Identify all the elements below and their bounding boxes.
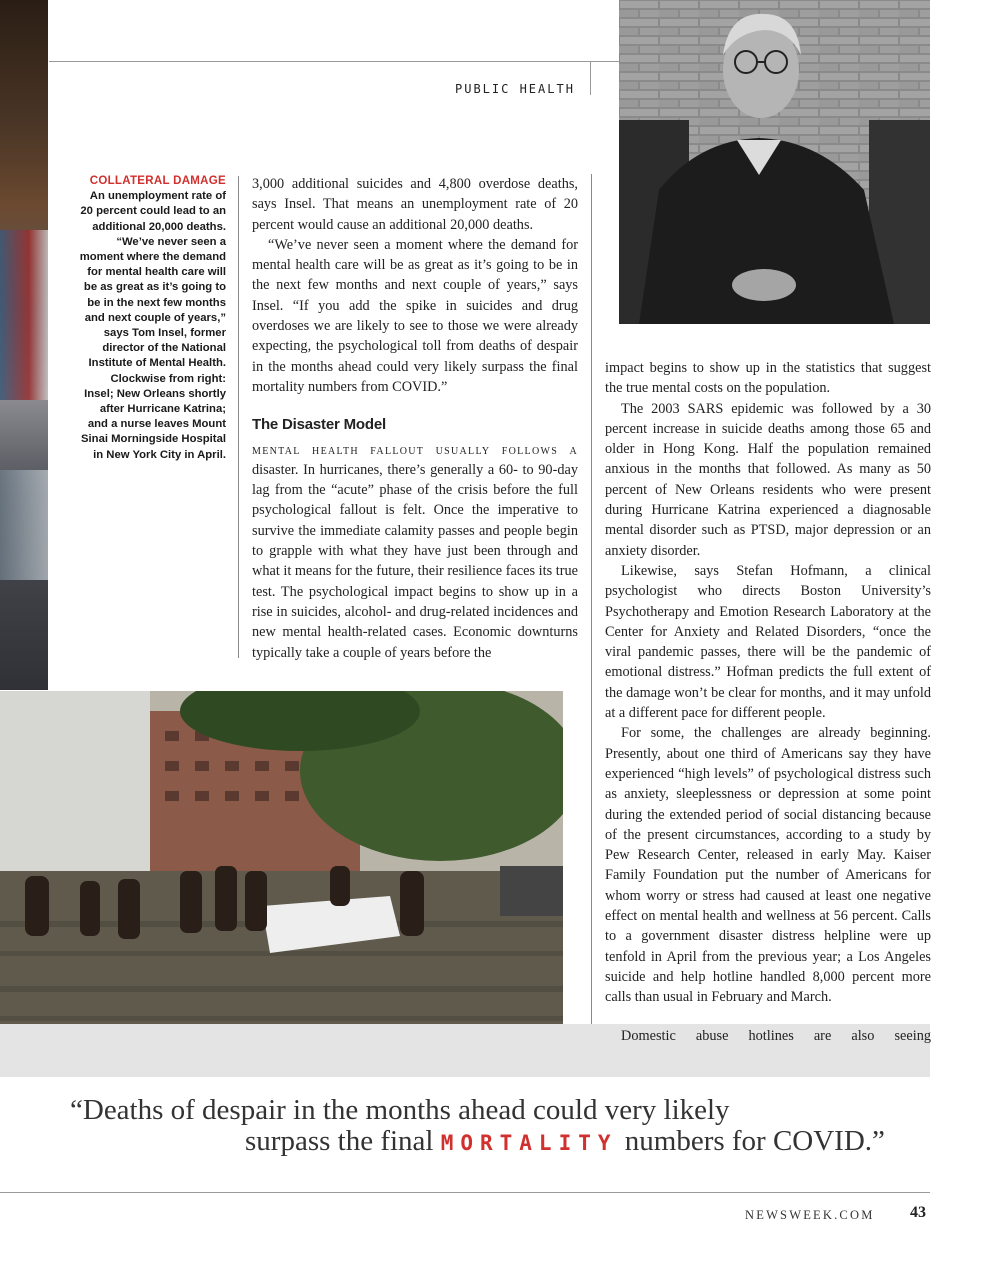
photo-new-orleans-flood [0,691,563,1043]
paragraph: Domestic abuse hotlines are also seeing [621,1028,931,1044]
paragraph: 3,000 additional suicides and 4,800 overdose deaths, says Insel. That means an unemployment rate of 20 percent would cause an additional 20,000 deaths. [252,176,578,233]
paragraph: Likewise, says Stefan Hofmann, a clinical psychologist who directs Boston University’s Psychotherapy and Emotion Research Laboratory at the Center for Anxiety and Related Disorders, “once the viral pandemic passes, there will be the pandemic of emotional distress.” Hofman predicts the full extent of the damage won’t be clear for months, and it may unfold at a different pace for different people. [605,562,931,722]
header-rule [49,61,619,62]
pull-quote-text: surpass the final [245,1125,441,1157]
pull-quote-text: numbers for COVID.” [617,1125,885,1157]
caption-text: An unemployment rate of 20 percent could lead to an additional 20,000 deaths. “We’ve never seen a moment where the demand for mental health care will be as great as it’s going to be in the next few months and next couple of years,” says Tom Insel, former director of the National Institute of Mental Health. Clockwise from right: Insel; New Orleans shortly after Hurricane Katrina; and a nurse leaves Mount Sinai Morningside Hospital in New York City in April. [79,190,226,461]
photo-tom-insel [619,0,930,324]
footer-rule [0,1192,930,1193]
pull-quote-highlight: MORTALITY [440,1131,618,1155]
paragraph [252,440,578,663]
column-divider [591,174,592,1042]
section-label: PUBLIC HEALTH [455,82,575,96]
caption-title: COLLATERAL DAMAGE [89,175,226,187]
caption-divider [238,176,239,658]
subhead-disaster-model: The Disaster Model [252,416,386,434]
article-column-2 [605,358,931,1008]
paragraph: “We’ve never seen a moment where the demand for mental health care will be as great as it’s going to be in the next few months and next couple of years,” says Insel. “If you add the spike in suicides and drug overdoses we are likely to see to those we were already expecting, the psychological toll from deaths of despair in the months ahead could very likely surpass the final mortality numbers from COVID.” [252,236,578,395]
edge-photo-nurse [0,0,48,690]
footer-site: NEWSWEEK.COM [745,1208,875,1222]
lead-in-smallcaps: mental health fallout usually follows a [252,441,578,458]
pull-quote-line-1: “Deaths of despair in the months ahead could very likely [70,1094,730,1126]
paragraph: For some, the challenges are already beginning. Presently, about one third of Americans say they have experienced “high levels” of psychological distress such as anxiety, sleeplessness or depression at some point during the extended period of social distancing because of the present circumstances, according to a study by Pew Research Center, released in early May. Kaiser Family Foundation put the number of Americans for whom worry or stress had caused at least one negative effect on mental health and wellness at 56 percent. Calls to a government disaster distress helpline were up tenfold in April from the previous year; a Los Angeles suicide and help hotline handled 8,000 percent more calls than usual in February and March. [605,725,931,1006]
header-tick [590,61,591,95]
paragraph: impact begins to show up in the statistics that suggest the true mental costs on the population. [605,360,931,397]
pull-quote-line-2 [245,1125,885,1159]
paragraph-rest: disaster. In hurricanes, there’s generally a 60- to 90-day lag from the “acute” phase of the crisis before the full psychological fallout is felt. Once the imperative to survive the immediate calamity passes and people begin to grapple with what they have just been through and what it means for the future, their resilience faces its true test. The psychological impact begins to show up in a rise in suicides, alcohol- and drug-related incidences and new mental health-related cases. Economic downturns typically take a couple of years before the [252,461,578,661]
page-number: 43 [910,1204,926,1221]
paragraph-continued [605,1026,931,1046]
paragraph: The 2003 SARS epidemic was followed by a 30 percent increase in suicide deaths among those 65 and older in Hong Kong. Half the population remained anxious in the months that followed. As many as 50 percent of New Orleans residents who were present during Hurricane Katrina experienced a diagnosable mental disorder such as PTSD, major depression or an anxiety disorder. [605,400,931,559]
article-column-1 [252,174,578,663]
photo-caption [78,174,226,463]
